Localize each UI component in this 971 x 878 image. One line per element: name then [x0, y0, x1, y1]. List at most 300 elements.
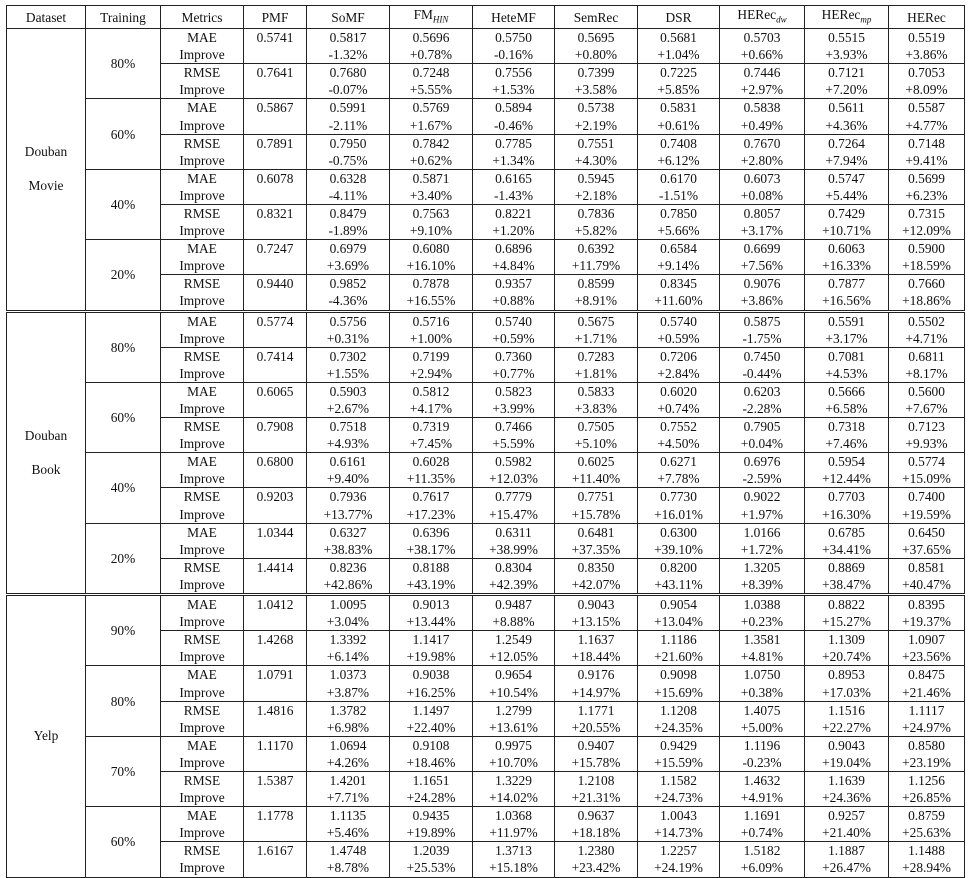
metric-label: Improve — [161, 541, 244, 559]
value-cell-semrec: +18.18% — [555, 824, 638, 842]
value-cell-herec-mp: 1.1309 — [805, 631, 889, 649]
value-cell-semrec: +20.55% — [555, 719, 638, 737]
header-fm-hin — [390, 6, 473, 29]
value-cell-hetemf: -0.46% — [473, 116, 555, 134]
value-cell-dsr: 1.1186 — [638, 631, 720, 649]
value-cell-fm-hin: 1.1651 — [390, 771, 473, 789]
value-cell-fm-hin: 0.7248 — [390, 64, 473, 82]
value-cell-herec-dw: +0.23% — [720, 613, 805, 631]
value-cell-herec: 0.7148 — [889, 134, 965, 152]
value-cell-pmf — [244, 222, 307, 240]
header-herec-dw-subscript: dw — [776, 14, 787, 25]
metric-label: Improve — [161, 330, 244, 348]
value-cell-herec: 1.1256 — [889, 771, 965, 789]
value-cell-fm-hin: 0.9038 — [390, 666, 473, 684]
value-cell-herec: +8.17% — [889, 365, 965, 383]
value-cell-herec: +8.09% — [889, 81, 965, 99]
value-cell-herec-mp: 0.9043 — [805, 736, 889, 754]
value-cell-herec-dw: 0.9022 — [720, 488, 805, 506]
value-cell-somf: 0.7518 — [307, 418, 390, 436]
value-cell-herec-dw: +2.97% — [720, 81, 805, 99]
value-cell-herec-dw: 1.4632 — [720, 771, 805, 789]
training-cell: 80% — [86, 666, 161, 736]
value-cell-somf: 0.8479 — [307, 204, 390, 222]
value-cell-dsr: +39.10% — [638, 541, 720, 559]
metric-label: MAE — [161, 240, 244, 258]
value-cell-hetemf: 0.8221 — [473, 204, 555, 222]
value-cell-herec-dw: +0.08% — [720, 187, 805, 205]
training-cell: 40% — [86, 169, 161, 239]
value-cell-fm-hin: +19.89% — [390, 824, 473, 842]
metric-label: Improve — [161, 859, 244, 877]
value-cell-herec-dw: -1.75% — [720, 330, 805, 348]
value-cell-semrec: 0.7836 — [555, 204, 638, 222]
value-cell-herec: 1.0907 — [889, 631, 965, 649]
value-cell-semrec: 0.9176 — [555, 666, 638, 684]
value-cell-pmf: 0.7908 — [244, 418, 307, 436]
value-cell-fm-hin: +22.40% — [390, 719, 473, 737]
value-cell-somf: +4.93% — [307, 435, 390, 453]
value-cell-fm-hin: 0.7617 — [390, 488, 473, 506]
value-cell-somf: 1.0373 — [307, 666, 390, 684]
value-cell-herec-mp: +20.74% — [805, 648, 889, 666]
value-cell-herec-mp: 0.8869 — [805, 558, 889, 576]
value-cell-hetemf: 0.8304 — [473, 558, 555, 576]
value-cell-somf: -0.07% — [307, 81, 390, 99]
value-cell-dsr: 0.7850 — [638, 204, 720, 222]
value-cell-herec-mp: 1.1516 — [805, 701, 889, 719]
value-cell-herec-mp: 0.8822 — [805, 595, 889, 614]
value-cell-dsr: 0.7408 — [638, 134, 720, 152]
value-cell-somf: -4.36% — [307, 292, 390, 311]
value-cell-pmf — [244, 116, 307, 134]
value-cell-fm-hin: 0.7878 — [390, 275, 473, 293]
value-cell-fm-hin: +38.17% — [390, 541, 473, 559]
value-cell-hetemf: 1.3713 — [473, 842, 555, 860]
value-cell-dsr: +15.59% — [638, 754, 720, 772]
metric-label: MAE — [161, 453, 244, 471]
metric-label: Improve — [161, 46, 244, 64]
value-cell-hetemf: +0.88% — [473, 292, 555, 311]
value-cell-semrec: +3.58% — [555, 81, 638, 99]
value-cell-herec: +28.94% — [889, 859, 965, 877]
value-cell-somf: +7.71% — [307, 789, 390, 807]
value-cell-fm-hin: +3.40% — [390, 187, 473, 205]
value-cell-pmf: 0.7891 — [244, 134, 307, 152]
value-cell-pmf — [244, 576, 307, 595]
value-cell-fm-hin: 0.7199 — [390, 347, 473, 365]
value-cell-somf: +38.83% — [307, 541, 390, 559]
value-cell-dsr: 0.5831 — [638, 99, 720, 117]
value-cell-semrec: +0.80% — [555, 46, 638, 64]
value-cell-herec-dw: +0.74% — [720, 824, 805, 842]
value-cell-herec: +19.59% — [889, 506, 965, 524]
value-cell-semrec: +3.83% — [555, 400, 638, 418]
metric-label: Improve — [161, 576, 244, 595]
value-cell-herec-mp: +19.04% — [805, 754, 889, 772]
value-cell-somf: -1.32% — [307, 46, 390, 64]
value-cell-herec: 1.1488 — [889, 842, 965, 860]
value-cell-herec-mp: 0.6063 — [805, 240, 889, 258]
value-cell-dsr: +14.73% — [638, 824, 720, 842]
value-cell-herec-dw: 1.3205 — [720, 558, 805, 576]
value-cell-herec-dw: 0.5838 — [720, 99, 805, 117]
value-cell-herec-dw: 1.4075 — [720, 701, 805, 719]
value-cell-semrec: +1.81% — [555, 365, 638, 383]
value-cell-pmf — [244, 648, 307, 666]
value-cell-fm-hin: +16.55% — [390, 292, 473, 311]
value-cell-herec-dw: +5.00% — [720, 719, 805, 737]
value-cell-herec-dw: 1.0166 — [720, 523, 805, 541]
value-cell-fm-hin: 0.7842 — [390, 134, 473, 152]
value-cell-dsr: 1.1208 — [638, 701, 720, 719]
value-cell-semrec: 1.1771 — [555, 701, 638, 719]
value-cell-pmf: 1.5387 — [244, 771, 307, 789]
value-cell-hetemf: +12.05% — [473, 648, 555, 666]
value-cell-herec-mp: +12.44% — [805, 470, 889, 488]
value-cell-dsr: 0.5740 — [638, 311, 720, 330]
value-cell-semrec: 0.7751 — [555, 488, 638, 506]
value-cell-hetemf: +1.20% — [473, 222, 555, 240]
dataset-name-line1: Douban — [24, 144, 68, 160]
value-cell-pmf — [244, 187, 307, 205]
value-cell-herec-dw: +8.39% — [720, 576, 805, 595]
metric-label: Improve — [161, 400, 244, 418]
value-cell-herec: +4.77% — [889, 116, 965, 134]
value-cell-dsr: 0.9054 — [638, 595, 720, 614]
value-cell-somf: 0.6979 — [307, 240, 390, 258]
table-row — [7, 311, 965, 330]
value-cell-pmf — [244, 613, 307, 631]
value-cell-herec-dw: +0.04% — [720, 435, 805, 453]
value-cell-herec-dw: -2.59% — [720, 470, 805, 488]
value-cell-somf: +2.67% — [307, 400, 390, 418]
value-cell-herec: +23.19% — [889, 754, 965, 772]
training-cell: 40% — [86, 453, 161, 523]
value-cell-herec-dw: +0.49% — [720, 116, 805, 134]
value-cell-dsr: 0.7552 — [638, 418, 720, 436]
value-cell-herec: 0.8759 — [889, 807, 965, 825]
value-cell-somf: 0.7936 — [307, 488, 390, 506]
dataset-cell — [7, 595, 86, 878]
value-cell-somf: +9.40% — [307, 470, 390, 488]
header-herec-mp — [805, 6, 889, 29]
value-cell-hetemf: 0.5740 — [473, 311, 555, 330]
value-cell-somf: +3.04% — [307, 613, 390, 631]
value-cell-herec: 0.8395 — [889, 595, 965, 614]
value-cell-fm-hin: 0.9013 — [390, 595, 473, 614]
training-cell: 20% — [86, 523, 161, 594]
value-cell-fm-hin: +5.55% — [390, 81, 473, 99]
value-cell-herec: 0.5502 — [889, 311, 965, 330]
value-cell-somf: 0.7302 — [307, 347, 390, 365]
value-cell-hetemf: 0.6311 — [473, 523, 555, 541]
value-cell-somf: 0.6327 — [307, 523, 390, 541]
value-cell-semrec: 0.5833 — [555, 382, 638, 400]
value-cell-semrec: 0.7399 — [555, 64, 638, 82]
header-fm-subscript: HIN — [432, 14, 449, 25]
value-cell-herec-dw: 0.8057 — [720, 204, 805, 222]
value-cell-hetemf: +15.47% — [473, 506, 555, 524]
header-pmf: PMF — [244, 6, 307, 29]
value-cell-fm-hin: +19.98% — [390, 648, 473, 666]
value-cell-herec-mp: +4.36% — [805, 116, 889, 134]
value-cell-somf: 1.0095 — [307, 595, 390, 614]
value-cell-hetemf: -1.43% — [473, 187, 555, 205]
value-cell-dsr: 0.6584 — [638, 240, 720, 258]
metric-label: Improve — [161, 435, 244, 453]
value-cell-hetemf: +0.77% — [473, 365, 555, 383]
value-cell-pmf: 0.8321 — [244, 204, 307, 222]
value-cell-hetemf: +3.99% — [473, 400, 555, 418]
value-cell-herec: +9.41% — [889, 152, 965, 170]
header-dataset: Dataset — [7, 6, 86, 29]
metric-label: Improve — [161, 257, 244, 275]
metric-label: Improve — [161, 152, 244, 170]
value-cell-herec-dw: 1.3581 — [720, 631, 805, 649]
value-cell-herec: 0.5600 — [889, 382, 965, 400]
value-cell-herec-mp: +16.30% — [805, 506, 889, 524]
value-cell-semrec: +14.97% — [555, 683, 638, 701]
value-cell-dsr: +5.66% — [638, 222, 720, 240]
dataset-cell — [7, 311, 86, 595]
value-cell-fm-hin: +0.78% — [390, 46, 473, 64]
metric-label: Improve — [161, 648, 244, 666]
value-cell-herec-dw: 0.7450 — [720, 347, 805, 365]
value-cell-dsr: 0.8200 — [638, 558, 720, 576]
value-cell-semrec: 0.5675 — [555, 311, 638, 330]
value-cell-herec-dw: 0.5703 — [720, 29, 805, 47]
value-cell-semrec: +11.40% — [555, 470, 638, 488]
value-cell-fm-hin: 0.6396 — [390, 523, 473, 541]
value-cell-herec-mp: 0.5591 — [805, 311, 889, 330]
value-cell-pmf — [244, 257, 307, 275]
value-cell-fm-hin: +0.62% — [390, 152, 473, 170]
value-cell-dsr: +24.73% — [638, 789, 720, 807]
value-cell-dsr: 1.2257 — [638, 842, 720, 860]
metric-label: RMSE — [161, 347, 244, 365]
value-cell-somf: +6.98% — [307, 719, 390, 737]
value-cell-hetemf: +14.02% — [473, 789, 555, 807]
value-cell-herec-mp: 0.7703 — [805, 488, 889, 506]
value-cell-somf: 0.7950 — [307, 134, 390, 152]
value-cell-herec-dw: -0.44% — [720, 365, 805, 383]
value-cell-fm-hin: +13.44% — [390, 613, 473, 631]
value-cell-semrec: 0.6025 — [555, 453, 638, 471]
training-cell: 60% — [86, 807, 161, 877]
value-cell-herec: +4.71% — [889, 330, 965, 348]
value-cell-herec-mp: 0.7318 — [805, 418, 889, 436]
value-cell-pmf: 0.7414 — [244, 347, 307, 365]
header-metrics: Metrics — [161, 6, 244, 29]
value-cell-semrec: +21.31% — [555, 789, 638, 807]
value-cell-semrec: +5.82% — [555, 222, 638, 240]
table-row — [7, 523, 965, 541]
value-cell-semrec: +2.19% — [555, 116, 638, 134]
value-cell-semrec: 0.5945 — [555, 169, 638, 187]
value-cell-somf: +1.55% — [307, 365, 390, 383]
value-cell-dsr: +5.85% — [638, 81, 720, 99]
metric-label: RMSE — [161, 842, 244, 860]
value-cell-fm-hin: +17.23% — [390, 506, 473, 524]
value-cell-dsr: +0.61% — [638, 116, 720, 134]
training-cell: 80% — [86, 29, 161, 99]
value-cell-herec-dw: 0.5875 — [720, 311, 805, 330]
value-cell-herec-mp: +5.44% — [805, 187, 889, 205]
value-cell-hetemf: 0.7779 — [473, 488, 555, 506]
value-cell-hetemf: +10.70% — [473, 754, 555, 772]
value-cell-herec-dw: +0.38% — [720, 683, 805, 701]
metric-label: MAE — [161, 666, 244, 684]
value-cell-herec-dw: 0.7446 — [720, 64, 805, 82]
value-cell-fm-hin: 0.5716 — [390, 311, 473, 330]
value-cell-herec-mp: +38.47% — [805, 576, 889, 595]
value-cell-dsr: +21.60% — [638, 648, 720, 666]
value-cell-semrec: +15.78% — [555, 754, 638, 772]
value-cell-dsr: 0.7225 — [638, 64, 720, 82]
value-cell-herec: +3.86% — [889, 46, 965, 64]
value-cell-semrec: 1.1637 — [555, 631, 638, 649]
value-cell-somf: -4.11% — [307, 187, 390, 205]
value-cell-herec-dw: 1.1691 — [720, 807, 805, 825]
value-cell-hetemf: 0.9654 — [473, 666, 555, 684]
value-cell-dsr: +4.50% — [638, 435, 720, 453]
value-cell-herec-mp: +16.33% — [805, 257, 889, 275]
value-cell-herec-mp: +16.56% — [805, 292, 889, 311]
value-cell-hetemf: 0.5894 — [473, 99, 555, 117]
value-cell-fm-hin: 0.5696 — [390, 29, 473, 47]
value-cell-dsr: 0.8345 — [638, 275, 720, 293]
value-cell-dsr: 0.9098 — [638, 666, 720, 684]
value-cell-somf: 1.3782 — [307, 701, 390, 719]
value-cell-herec: +40.47% — [889, 576, 965, 595]
value-cell-herec: +25.63% — [889, 824, 965, 842]
value-cell-hetemf: +11.97% — [473, 824, 555, 842]
value-cell-somf: -1.89% — [307, 222, 390, 240]
header-herec-mp-subscript: mp — [860, 14, 872, 25]
value-cell-herec: +7.67% — [889, 400, 965, 418]
value-cell-herec-dw: +7.56% — [720, 257, 805, 275]
value-cell-fm-hin: +4.17% — [390, 400, 473, 418]
value-cell-fm-hin: 0.5871 — [390, 169, 473, 187]
table-row — [7, 382, 965, 400]
value-cell-fm-hin: +11.35% — [390, 470, 473, 488]
value-cell-dsr: 0.6170 — [638, 169, 720, 187]
value-cell-dsr: 0.9429 — [638, 736, 720, 754]
value-cell-hetemf: 0.7360 — [473, 347, 555, 365]
value-cell-somf: 0.5756 — [307, 311, 390, 330]
value-cell-semrec: 0.9637 — [555, 807, 638, 825]
value-cell-hetemf: 0.7785 — [473, 134, 555, 152]
metric-label: MAE — [161, 29, 244, 47]
table-row — [7, 595, 965, 614]
value-cell-dsr: 1.1582 — [638, 771, 720, 789]
value-cell-hetemf: 0.9487 — [473, 595, 555, 614]
value-cell-somf: 0.5817 — [307, 29, 390, 47]
value-cell-fm-hin: 1.1417 — [390, 631, 473, 649]
metric-label: MAE — [161, 382, 244, 400]
value-cell-herec-mp: 0.7429 — [805, 204, 889, 222]
value-cell-fm-hin: 0.6080 — [390, 240, 473, 258]
value-cell-dsr: +16.01% — [638, 506, 720, 524]
value-cell-somf: 0.5903 — [307, 382, 390, 400]
value-cell-somf: 0.6328 — [307, 169, 390, 187]
value-cell-hetemf: +5.59% — [473, 435, 555, 453]
value-cell-somf: 0.6161 — [307, 453, 390, 471]
metric-label: Improve — [161, 81, 244, 99]
value-cell-semrec: +15.78% — [555, 506, 638, 524]
value-cell-somf: 1.1135 — [307, 807, 390, 825]
value-cell-herec: 0.6450 — [889, 523, 965, 541]
value-cell-somf: 0.8236 — [307, 558, 390, 576]
value-cell-herec: 0.5519 — [889, 29, 965, 47]
value-cell-herec: 0.8581 — [889, 558, 965, 576]
value-cell-pmf — [244, 754, 307, 772]
value-cell-pmf: 1.0344 — [244, 523, 307, 541]
value-cell-pmf: 1.0412 — [244, 595, 307, 614]
value-cell-herec-mp: +26.47% — [805, 859, 889, 877]
value-cell-herec: 0.7123 — [889, 418, 965, 436]
table-row — [7, 240, 965, 258]
value-cell-dsr: +43.11% — [638, 576, 720, 595]
value-cell-somf: +13.77% — [307, 506, 390, 524]
value-cell-herec: +18.86% — [889, 292, 965, 311]
metric-label: RMSE — [161, 204, 244, 222]
value-cell-pmf: 0.6065 — [244, 382, 307, 400]
value-cell-herec-dw: 0.6203 — [720, 382, 805, 400]
value-cell-semrec: +23.42% — [555, 859, 638, 877]
value-cell-hetemf: 1.2799 — [473, 701, 555, 719]
value-cell-pmf: 0.9203 — [244, 488, 307, 506]
value-cell-dsr: +13.04% — [638, 613, 720, 631]
training-cell: 80% — [86, 311, 161, 382]
value-cell-hetemf: 0.9357 — [473, 275, 555, 293]
value-cell-pmf — [244, 470, 307, 488]
value-cell-dsr: 0.7730 — [638, 488, 720, 506]
value-cell-herec: +6.23% — [889, 187, 965, 205]
value-cell-semrec: +8.91% — [555, 292, 638, 311]
value-cell-somf: 1.4201 — [307, 771, 390, 789]
header-fm-label: FM — [413, 6, 433, 22]
value-cell-hetemf: 1.2549 — [473, 631, 555, 649]
metric-label: Improve — [161, 789, 244, 807]
table-row — [7, 29, 965, 47]
metric-label: RMSE — [161, 64, 244, 82]
value-cell-herec-dw: +3.86% — [720, 292, 805, 311]
value-cell-herec-mp: +34.41% — [805, 541, 889, 559]
value-cell-semrec: 0.6481 — [555, 523, 638, 541]
value-cell-pmf: 1.1778 — [244, 807, 307, 825]
value-cell-fm-hin: 0.5812 — [390, 382, 473, 400]
value-cell-fm-hin: +16.25% — [390, 683, 473, 701]
value-cell-semrec: +4.30% — [555, 152, 638, 170]
dataset-name-line1: Douban — [24, 427, 68, 443]
metric-label: Improve — [161, 187, 244, 205]
value-cell-semrec: 0.8350 — [555, 558, 638, 576]
value-cell-hetemf: -0.16% — [473, 46, 555, 64]
value-cell-somf: +6.14% — [307, 648, 390, 666]
value-cell-fm-hin: +1.67% — [390, 116, 473, 134]
metric-label: RMSE — [161, 558, 244, 576]
value-cell-herec-dw: +2.80% — [720, 152, 805, 170]
results-body — [7, 29, 965, 878]
value-cell-pmf: 0.7247 — [244, 240, 307, 258]
value-cell-herec-mp: +3.93% — [805, 46, 889, 64]
value-cell-herec: +26.85% — [889, 789, 965, 807]
value-cell-fm-hin: 0.8188 — [390, 558, 473, 576]
value-cell-fm-hin: 0.6028 — [390, 453, 473, 471]
value-cell-dsr: 0.6271 — [638, 453, 720, 471]
